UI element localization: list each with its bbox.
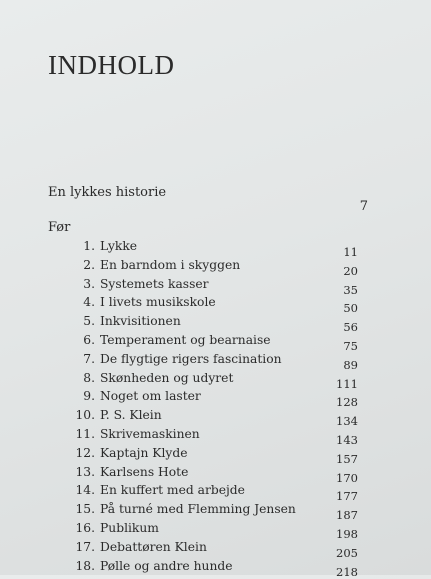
toc-entry	[48, 277, 358, 296]
toc-entry-title: I livets musikskole	[100, 295, 216, 310]
toc-entry-page: 20	[343, 263, 358, 278]
toc-entry-page: 134	[336, 414, 358, 429]
toc-entry-page: 177	[336, 489, 358, 504]
toc-entry-title: En kuffert med arbejde	[100, 483, 245, 498]
toc-entry	[48, 314, 358, 333]
toc-entry-title: Publikum	[100, 520, 159, 535]
toc-entry	[48, 295, 358, 314]
toc-entry	[48, 483, 358, 502]
toc-entry-number: 5.	[83, 314, 95, 329]
toc-entry-number: 4.	[83, 295, 95, 310]
toc-entry-number: 2.	[83, 257, 95, 272]
toc-entry-number: 18.	[75, 558, 95, 573]
toc-entry	[48, 371, 358, 390]
toc-entry-title: Pølle og andre hunde	[100, 558, 233, 573]
toc-entry-number: 3.	[83, 276, 95, 291]
toc-entry-page: 187	[336, 508, 358, 523]
toc-entry-title: Karlsens Hote	[100, 464, 189, 479]
toc-entry-page: 11	[343, 245, 358, 259]
toc-entry	[48, 408, 358, 427]
toc-intro-page: 7	[359, 199, 368, 214]
page-title: INDHOLD	[48, 50, 175, 80]
toc-entry	[48, 521, 358, 540]
toc-entry-page: 143	[336, 432, 358, 447]
toc-entry	[48, 540, 358, 559]
toc-list	[48, 239, 358, 577]
toc-entry-title: Lykke	[100, 239, 138, 253]
toc-entry-number: 11.	[75, 426, 95, 441]
toc-intro-row	[48, 185, 368, 215]
toc-entry-page: 75	[343, 338, 358, 353]
toc-entry	[48, 427, 358, 446]
toc-entry-number: 13.	[75, 464, 95, 479]
toc-entry	[48, 465, 358, 484]
toc-entry-number: 6.	[83, 332, 95, 347]
toc-entry-title: På turné med Flemming Jensen	[100, 502, 296, 517]
toc-entry-title: Debattøren Klein	[100, 539, 207, 554]
toc-entry	[48, 239, 358, 258]
toc-entry-page: 89	[343, 357, 358, 372]
toc-entry-title: Kaptajn Klyde	[100, 445, 188, 460]
toc-section-heading: Før	[48, 220, 71, 235]
toc-entry	[48, 389, 358, 408]
toc-entry-title: Skrivemaskinen	[100, 426, 200, 441]
toc-entry-page: 35	[343, 282, 358, 297]
toc-entry-number: 1.	[83, 239, 95, 253]
toc-entry-number: 7.	[83, 351, 95, 366]
toc-entry-title: Systemets kasser	[100, 276, 209, 291]
toc-entry-number: 17.	[75, 539, 95, 554]
toc-entry-title: P. S. Klein	[100, 408, 162, 423]
toc-entry-number: 10.	[75, 408, 95, 423]
toc-entry-number: 12.	[75, 445, 95, 460]
toc-entry-page: 157	[336, 451, 358, 466]
toc-entry-page: 128	[336, 395, 358, 410]
toc-entry-number: 16.	[75, 520, 95, 535]
toc-entry-title: Skønheden og udyret	[100, 370, 234, 385]
toc-entry-number: 9.	[83, 389, 95, 404]
toc-entry-page: 111	[336, 376, 358, 391]
toc-entry	[48, 333, 358, 352]
toc-entry-number: 8.	[83, 370, 95, 385]
toc-entry	[48, 446, 358, 465]
toc-entry-number: 14.	[75, 483, 95, 498]
toc-entry-page: 56	[343, 320, 358, 335]
toc-entry	[48, 352, 358, 371]
toc-entry	[48, 258, 358, 277]
toc-entry-page: 50	[343, 301, 358, 316]
toc-intro-title: En lykkes historie	[48, 185, 167, 200]
toc-entry-title: En barndom i skyggen	[100, 257, 241, 272]
toc-entry-page: 218	[336, 564, 358, 579]
toc-entry	[48, 502, 358, 521]
toc-entry-page: 205	[336, 545, 358, 560]
toc-entry-title: Temperament og bearnaise	[100, 332, 271, 347]
toc-entry-number: 15.	[75, 502, 95, 517]
toc-entry-title: De flygtige rigers fascination	[100, 351, 282, 366]
toc-entry-page: 198	[336, 526, 358, 541]
toc-entry-page: 170	[336, 470, 358, 485]
toc-entry-title: Noget om laster	[100, 389, 201, 404]
toc-entry-title: Inkvisitionen	[100, 314, 181, 329]
